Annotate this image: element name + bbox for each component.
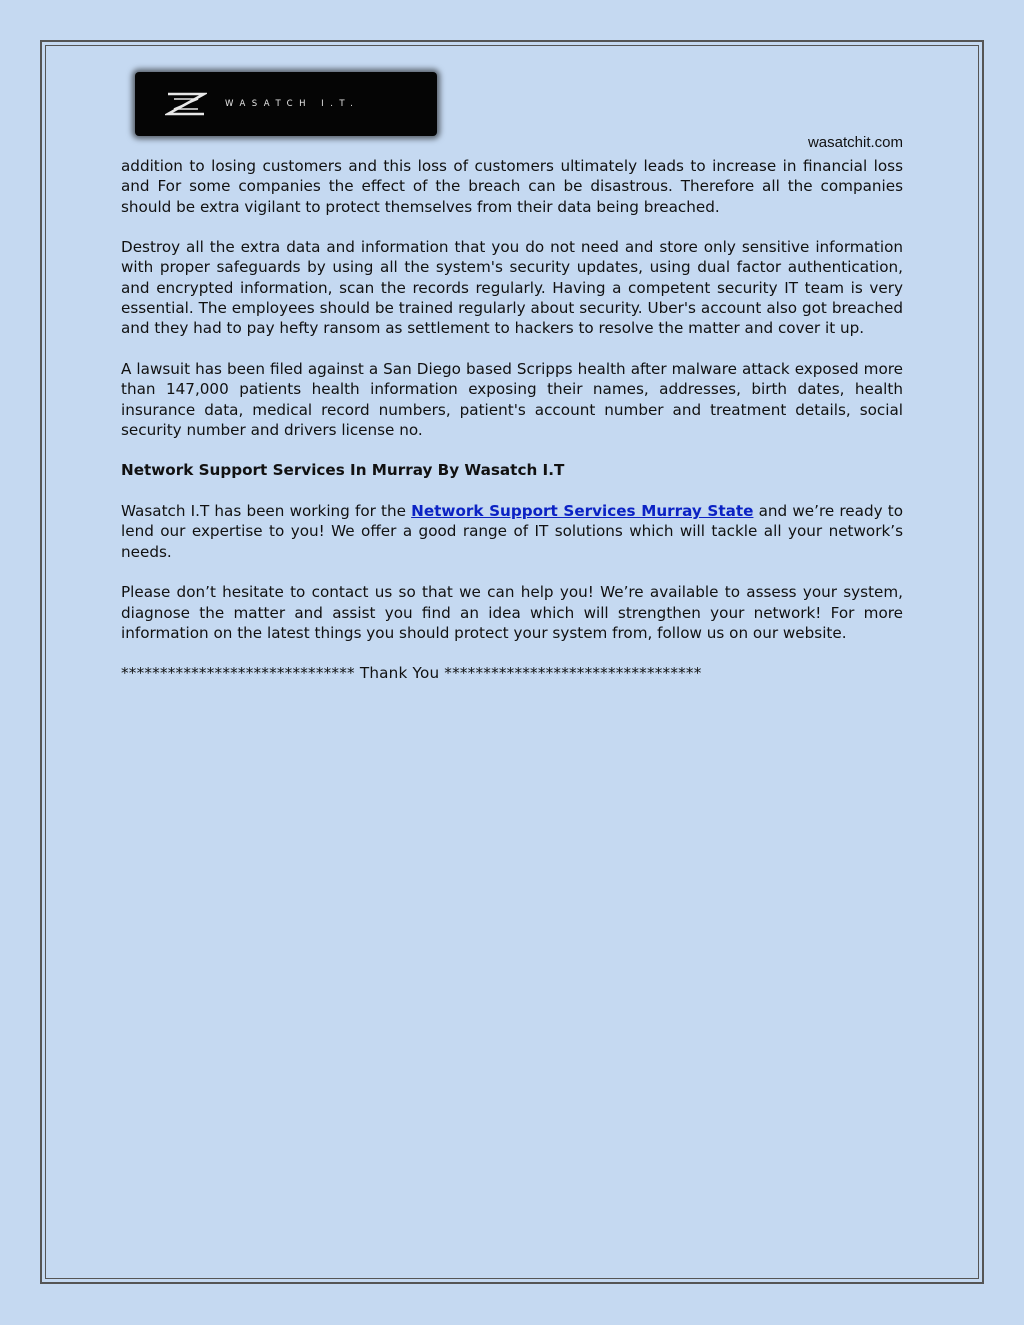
paragraph-security-advice: Destroy all the extra data and information that you do not need and store only sensitive information with proper safeguards by using all the system's security updates, using dual factor authentication, and encrypted information, scan the records regularly. Having a competent security IT team is very essential. The employees should be trained regularly about security. Uber's account also got breached and they had to pay hefty ransom as settlement to hackers to resolve the matter and cover it up. xyxy=(121,238,903,338)
link-paragraph-after: and we’re ready to lend our expertise to you! We offer a good range of IT solutions which will tackle all your network’s needs. xyxy=(121,502,903,561)
link-paragraph-before: Wasatch I.T has been working for the xyxy=(121,502,412,521)
wasatch-emblem-icon xyxy=(165,91,207,117)
paragraph-network-support xyxy=(121,501,903,562)
network-support-link[interactable]: Network Support Services Murray State xyxy=(411,502,754,521)
logo-brand-text: WASATCH I.T. xyxy=(225,99,360,109)
site-url: wasatchit.com xyxy=(807,134,903,151)
thank-you-footer: ****************************** Thank You ********************************* xyxy=(121,664,702,683)
paragraph-contact: Please don’t hesitate to contact us so that we can help you! We’re available to assess your system, diagnose the matter and assist you find an idea which will strengthen your network! For more information on the latest things you should protect your system from, follow us on our website. xyxy=(121,583,903,642)
wasatch-logo xyxy=(135,72,437,136)
document-body xyxy=(121,156,903,704)
paragraph-breach-consequences: addition to losing customers and this loss of customers ultimately leads to increase in financial loss and For some companies the effect of the breach can be disastrous. Therefore all the companies should be extra vigilant to protect themselves from their data being breached. xyxy=(121,157,903,216)
section-heading: Network Support Services In Murray By Wasatch I.T xyxy=(121,461,565,480)
paragraph-lawsuit: A lawsuit has been filed against a San Diego based Scripps health after malware attack exposed more than 147,000 patients health information exposing their names, addresses, birth dates, health insurance data, medical record numbers, patient's account number and treatment details, social security number and drivers license no. xyxy=(121,359,903,439)
